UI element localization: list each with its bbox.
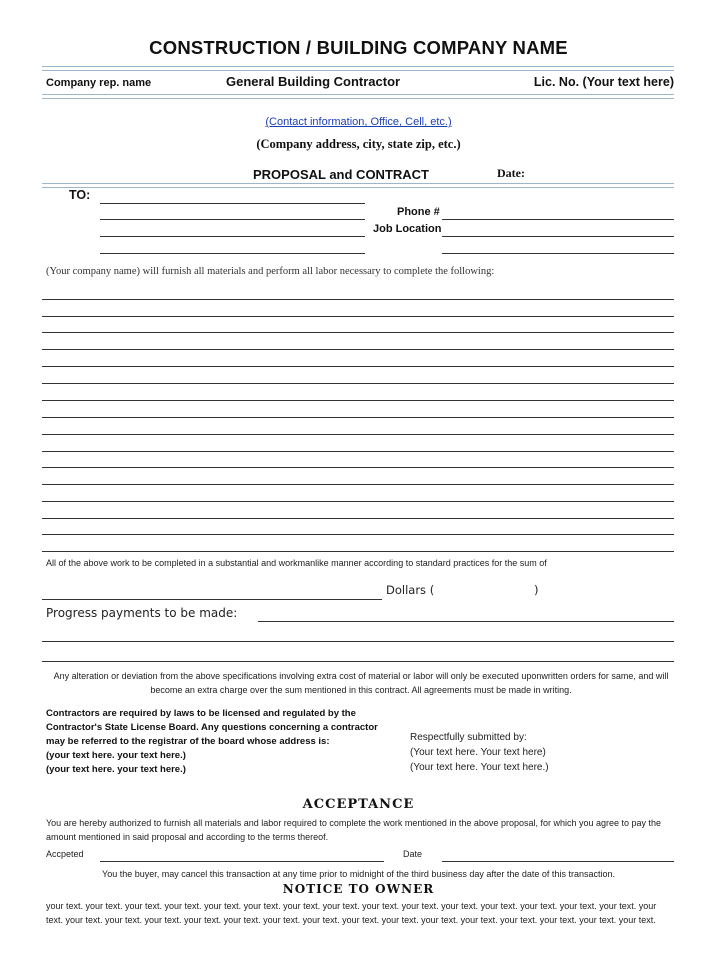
accepted-signature-line[interactable] [100, 861, 384, 862]
work-line[interactable] [42, 417, 674, 418]
submitted-label: Respectfully submitted by: [410, 732, 527, 743]
contact-info-link[interactable]: (Contact information, Office, Cell, etc.) [265, 116, 452, 128]
progress-line-2[interactable] [42, 641, 674, 642]
job-location-label: Job Location [373, 223, 442, 235]
work-line[interactable] [42, 518, 674, 519]
license-line-1: (your text here. your text here.) [46, 750, 186, 761]
work-line[interactable] [42, 484, 674, 485]
acceptance-date-line[interactable] [442, 861, 674, 862]
work-intro: (Your company name) will furnish all materials and perform all labor necessary to complete the following: [46, 266, 495, 277]
license-number: Lic. No. (Your text here) [533, 75, 674, 89]
proposal-divider [42, 183, 674, 188]
to-line-4[interactable] [100, 253, 365, 254]
notice-text: your text. your text. your text. your text. your text. your text. your text. your text. your text. your text. your text. your text. your text. your text. your text. your text. your text. your text. your text. your text. your text. your text. your text. your text. your text. your text. your text. your text. your text. your text. your text. [46, 901, 657, 925]
work-line[interactable] [42, 366, 674, 367]
submitted-line-1: (Your text here. Your text here) [410, 747, 546, 758]
accepted-label: Accpeted [46, 849, 84, 859]
to-line-2[interactable] [100, 219, 365, 220]
phone-label: Phone # [397, 206, 440, 218]
work-line[interactable] [42, 349, 674, 350]
to-label: TO: [69, 188, 91, 202]
license-line-2: (your text here. your text here.) [46, 764, 186, 775]
rep-divider [42, 94, 674, 99]
to-line-1[interactable] [100, 203, 365, 204]
work-line[interactable] [42, 467, 674, 468]
acceptance-text: You are hereby authorized to furnish all materials and labor required to complete the work mentioned in the above proposal, for which you agree to pay the amount mentioned in said proposal and according to the terms thereof. [46, 818, 662, 842]
progress-line-1[interactable] [258, 621, 674, 622]
work-line[interactable] [42, 383, 674, 384]
acceptance-heading: ACCEPTANCE [302, 797, 415, 812]
alteration-clause: Any alteration or deviation from the above specifications involving extra cost of material or labor will only be executed uponwritten orders for same, and will become an extra charge over the sum mentioned in this contract. All agreements must be made in writing. [53, 671, 669, 695]
page-title: CONSTRUCTION / BUILDING COMPANY NAME [149, 37, 568, 58]
work-line[interactable] [42, 400, 674, 401]
company-rep-label: Company rep. name [46, 77, 152, 89]
work-line[interactable] [42, 316, 674, 317]
work-line[interactable] [42, 299, 674, 300]
work-line[interactable] [42, 332, 674, 333]
license-notice-text: Contractors are required by laws to be licensed and regulated by the Contractor's State License Board. Any questions concerning a contractor may be referred to the registrar of the board whose address is: [46, 708, 378, 747]
work-line[interactable] [42, 451, 674, 452]
work-line[interactable] [42, 534, 674, 535]
date-label: Date: [497, 166, 525, 180]
submitted-block [410, 730, 549, 775]
submitted-line-2: (Your text here. Your text here.) [410, 762, 549, 773]
job-location-line[interactable] [442, 236, 674, 237]
sum-line[interactable] [42, 599, 382, 600]
work-line[interactable] [42, 501, 674, 502]
work-line[interactable] [42, 434, 674, 435]
license-notice [46, 707, 391, 777]
to-line-3[interactable] [100, 236, 365, 237]
dollars-label: Dollars ( [386, 583, 435, 597]
progress-payments-label: Progress payments to be made: [46, 606, 238, 620]
completion-text: All of the above work to be completed in a substantial and workmanlike manner according to standard practices for the sum of [46, 558, 547, 568]
phone-line[interactable] [442, 219, 674, 220]
header-divider [42, 66, 674, 71]
job-location-line-2[interactable] [442, 253, 674, 254]
cancel-notice: You the buyer, may cancel this transaction at any time prior to midnight of the third business day after the date of this transaction. [102, 869, 615, 879]
progress-line-3[interactable] [42, 661, 674, 662]
notice-heading: NOTICE TO OWNER [282, 882, 435, 896]
dollars-close: ) [534, 583, 539, 597]
work-line[interactable] [42, 551, 674, 552]
contractor-type: General Building Contractor [226, 74, 401, 89]
proposal-title: PROPOSAL and CONTRACT [253, 167, 429, 182]
company-address: (Company address, city, state zip, etc.) [256, 137, 461, 151]
acceptance-date-label: Date [403, 849, 423, 859]
